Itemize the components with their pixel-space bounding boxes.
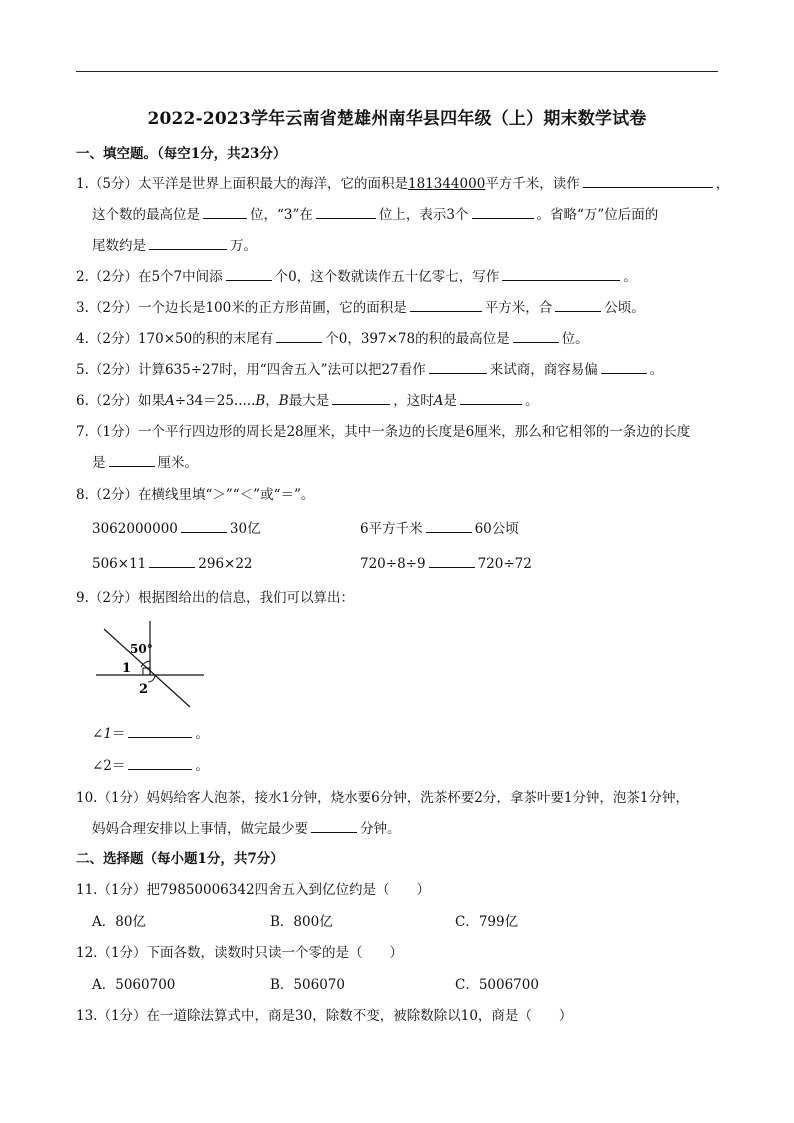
q12-option-a[interactable]: A．5060700 <box>92 977 176 993</box>
page-title: 2022-2023学年云南省楚雄州南华县四年级（上）期末数学试卷 <box>147 109 647 129</box>
q9-angle-1: 1 <box>103 726 112 742</box>
q8-compare-2 <box>360 520 519 538</box>
q2-text-c: 。 <box>623 269 637 285</box>
q9-period-2: 。 <box>195 758 209 774</box>
q5-text-a: 5.（2分）计算635÷27时，用“四舍五入”法可以把27看作 <box>76 362 426 378</box>
angle-1-label: 1 <box>122 661 132 676</box>
q1-text-a: 1.（5分）太平洋是世界上面积最大的海洋，它的面积是 <box>76 176 408 192</box>
q9-period-1: 。 <box>195 726 209 742</box>
question-4 <box>76 330 589 348</box>
q11-option-c[interactable]: C．799亿 <box>455 914 519 930</box>
q1-blank-approx[interactable] <box>149 237 227 250</box>
q8-c1-left: 3062000000 <box>92 521 178 537</box>
q9-blank-angle-1[interactable] <box>128 725 192 738</box>
question-3 <box>76 299 645 317</box>
q3-blank-area[interactable] <box>410 299 482 312</box>
q9-angle-2-text: ∠2＝ <box>92 758 126 774</box>
q8-c1-right: 30亿 <box>229 521 261 537</box>
q6-var-b: B <box>255 393 266 409</box>
q9-blank-angle-2[interactable] <box>128 757 192 770</box>
q8-compare-3 <box>92 555 253 573</box>
q12-option-b[interactable]: B．506070 <box>270 977 345 993</box>
q6-text-d: 最大是 <box>288 393 330 409</box>
q4-blank-place[interactable] <box>513 330 559 343</box>
q1-area-value: 181344000 <box>407 176 486 192</box>
q8-c2-left: 6平方千米 <box>360 521 423 537</box>
q1-blank-reading[interactable] <box>583 175 713 188</box>
q6-var-a: A <box>164 393 175 409</box>
q8-compare-1 <box>92 520 261 538</box>
q2-blank-written[interactable] <box>502 268 620 281</box>
question-8-stem: 8.（2分）在横线里填“＞”“＜”或“＝”。 <box>76 487 315 503</box>
q6-var-b-2: B <box>278 393 289 409</box>
q8-c4-left: 720÷8÷9 <box>360 556 426 572</box>
question-10-line-2 <box>92 820 401 838</box>
q6-text-e: ，这时 <box>393 393 434 409</box>
q8-c4-right: 720÷72 <box>477 556 532 572</box>
q3-blank-hectare[interactable] <box>555 299 601 312</box>
angle-2-label: 2 <box>139 682 149 697</box>
question-1-line-1 <box>76 175 729 193</box>
q9-answer-1 <box>92 725 209 743</box>
q9-equals: ＝ <box>111 726 126 742</box>
question-1-line-2 <box>92 206 658 224</box>
q5-text-b: 来试商，商容易偏 <box>489 362 598 378</box>
q7-blank-length[interactable] <box>109 454 155 467</box>
q4-text-a: 4.（2分）170×50的积的末尾有 <box>76 331 274 347</box>
angle-50-label: 50° <box>130 642 153 656</box>
q5-text-c: 。 <box>649 362 664 378</box>
q6-var-a-2: A <box>433 393 444 409</box>
q1-blank-highest-place[interactable] <box>203 206 247 219</box>
q3-text-a: 3.（2分）一个边长是100米的正方形苗圃，它的面积是 <box>76 300 407 316</box>
section-heading-fill-blank: 一、填空题。（每空1分，共23分） <box>76 146 287 162</box>
q7-text-b: 厘米。 <box>157 455 198 471</box>
q1-text-d: 这个数的最高位是 <box>92 207 200 223</box>
q8-compare-4 <box>360 555 532 573</box>
q5-blank-estimate[interactable] <box>429 361 487 374</box>
q11-option-a[interactable]: A．80亿 <box>92 914 146 930</box>
question-1-line-3 <box>92 237 257 255</box>
question-5 <box>76 361 663 379</box>
q1-text-b: 平方千米，读作 <box>485 176 580 192</box>
q11-option-b[interactable]: B．800亿 <box>270 914 333 930</box>
q1-text-g: 。省略“万”位后面的 <box>536 207 659 223</box>
header-rule <box>76 71 718 72</box>
q1-text-e: 位，“3”在 <box>250 207 313 223</box>
question-10-line-1: 10.（1分）妈妈给客人泡茶，接水1分钟，烧水要6分钟，洗茶杯要2分，拿茶叶要1分钟，泡茶1分钟， <box>76 790 690 806</box>
question-7-line-2 <box>92 454 198 472</box>
q6-text-a: 6.（2分）如果 <box>76 393 165 409</box>
q4-text-c: 位。 <box>561 331 589 347</box>
q4-text-b: 个0，397×78的积的最高位是 <box>325 331 510 347</box>
q12-option-c[interactable]: C．5006700 <box>455 977 539 993</box>
question-6 <box>76 392 538 410</box>
q8-c4-blank[interactable] <box>429 555 475 568</box>
question-11-stem: 11.（1分）把79850006342四舍五入到亿位约是（ ） <box>76 882 431 898</box>
q10-blank-minutes[interactable] <box>311 820 357 833</box>
q2-text-b: 个0，这个数就读作五十亿零七，写作 <box>274 269 500 285</box>
q1-text-i: 万。 <box>230 238 257 254</box>
q1-blank-digit-place[interactable] <box>316 206 376 219</box>
q6-text-b: ÷34＝25..... <box>174 393 256 409</box>
q2-text-a: 2.（2分）在5个7中间添 <box>76 269 223 285</box>
q3-text-b: 平方米，合 <box>484 300 553 316</box>
q8-c2-right: 60公顷 <box>474 521 519 537</box>
angle-figure <box>92 617 212 713</box>
q1-text-h: 尾数约是 <box>92 238 146 254</box>
q8-c2-blank[interactable] <box>426 520 472 533</box>
question-13-stem: 13.（1分）在一道除法算式中，商是30，除数不变，被除数除以10，商是（ ） <box>76 1008 573 1024</box>
q1-text-f: 位上，表示3个 <box>378 207 469 223</box>
q8-c3-blank[interactable] <box>149 555 195 568</box>
question-7-line-1: 7.（1分）一个平行四边形的周长是28厘米，其中一条边的长度是6厘米，那么和它相邻的一条边的长度 <box>76 424 691 440</box>
q1-blank-count[interactable] <box>472 206 534 219</box>
q6-text-c: ， <box>265 393 279 409</box>
question-12-stem: 12.（1分）下面各数，读数时只读一个零的是（ ） <box>76 945 404 961</box>
q6-text-g: 。 <box>524 393 539 409</box>
q2-blank-zeros[interactable] <box>226 268 272 281</box>
q5-blank-direction[interactable] <box>601 361 647 374</box>
q8-c3-left: 506×11 <box>92 556 147 572</box>
q10-text-a: 妈妈合理安排以上事情，做完最少要 <box>92 821 308 837</box>
q10-text-b: 分钟。 <box>360 821 401 837</box>
section-heading-choice: 二、选择题（每小题1分，共7分） <box>76 851 284 867</box>
angle-2-arc <box>148 675 155 682</box>
question-9-stem: 9.（2分）根据图给出的信息，我们可以算出： <box>76 590 354 606</box>
q6-text-f: 是 <box>443 393 457 409</box>
q9-answer-2 <box>92 757 209 775</box>
q9-angle-symbol: ∠ <box>92 726 104 742</box>
question-2 <box>76 268 637 286</box>
q6-blank-max-b[interactable] <box>332 392 390 405</box>
q8-c1-blank[interactable] <box>181 520 227 533</box>
q6-blank-a-value[interactable] <box>460 392 522 405</box>
q8-c3-right: 296×22 <box>198 556 253 572</box>
q1-text-c: ， <box>715 176 730 192</box>
q7-text-a: 是 <box>92 455 106 471</box>
q3-text-c: 公顷。 <box>604 300 645 316</box>
q4-blank-zeros[interactable] <box>276 330 322 343</box>
